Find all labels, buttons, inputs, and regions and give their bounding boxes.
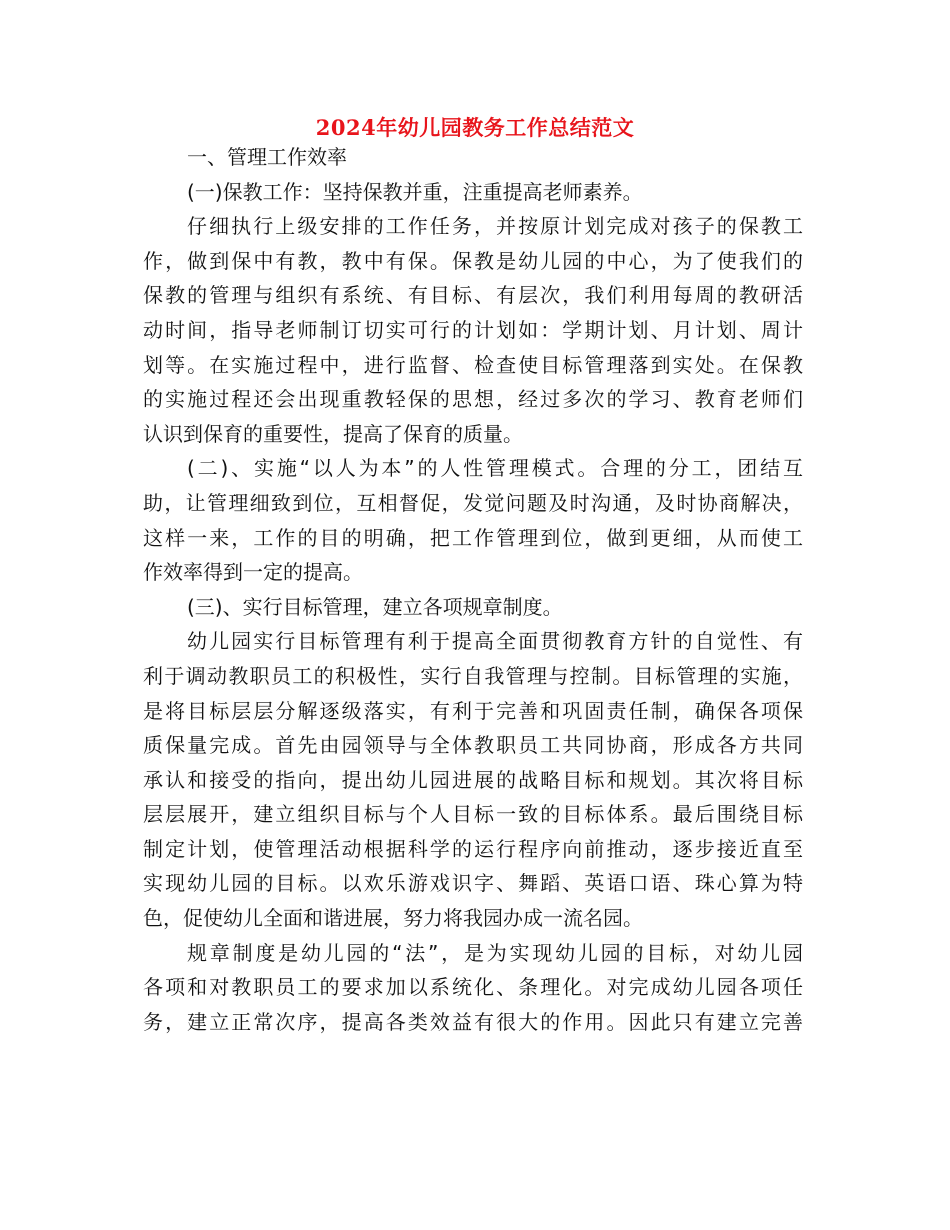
text-line: 承认和接受的指向，提出幼儿园进展的战略目标和规划。其次将目标 [143, 767, 803, 792]
text-line: 动时间，指导老师制订切实可行的计划如：学期计划、月计划、周计 [143, 317, 803, 342]
text-line: 作效率得到一定的提高。 [143, 560, 363, 585]
text-line: (一)保教工作：坚持保教并重，注重提高老师素养。 [187, 179, 643, 204]
text-line: 作，做到保中有教，教中有保。保教是幼儿园的中心，为了使我们的 [143, 248, 803, 273]
text-line: 幼儿园实行目标管理有利于提高全面贯彻教育方针的自觉性、有 [187, 629, 803, 654]
text-line: 规章制度是幼儿园的“法”，是为实现幼儿园的目标，对幼儿园 [187, 940, 803, 965]
text-line: 务，建立正常次序，提高各类效益有很大的作用。因此只有建立完善 [143, 1009, 803, 1034]
text-line: 这样一来，工作的目的明确，把工作管理到位，做到更细，从而使工 [143, 525, 803, 550]
text-line: 认识到保育的重要性，提高了保育的质量。 [143, 421, 523, 446]
text-line: 助，让管理细致到位，互相督促，发觉问题及时沟通，及时协商解决， [143, 490, 803, 515]
text-line: 仔细执行上级安排的工作任务，并按原计划完成对孩子的保教工 [187, 214, 803, 239]
text-line: 各项和对教职员工的要求加以系统化、条理化。对完成幼儿园各项任 [143, 975, 803, 1000]
text-line: 制定计划，使管理活动根据科学的运行程序向前推动，逐步接近直至 [143, 836, 803, 861]
text-line: 一、管理工作效率 [187, 145, 347, 169]
text-line: 实现幼儿园的目标。以欢乐游戏识字、舞蹈、英语口语、珠心算为特 [143, 871, 803, 896]
text-line: 层层展开，建立组织目标与个人目标一致的目标体系。最后围绕目标 [143, 802, 803, 827]
text-line: 是将目标层层分解逐级落实，有利于完善和巩固责任制，确保各项保 [143, 698, 803, 723]
text-line: 划等。在实施过程中，进行监督、检查使目标管理落到实处。在保教 [143, 352, 803, 377]
text-line: (二)、实施“以人为本”的人性管理模式。合理的分工，团结互 [187, 456, 803, 481]
text-line: 色，促使幼儿全面和谐进展，努力将我园办成一流名园。 [143, 906, 643, 931]
text-line: 保教的管理与组织有系统、有目标、有层次，我们利用每周的教研活 [143, 283, 803, 308]
text-line: 质保量完成。首先由园领导与全体教职员工共同协商，形成各方共同 [143, 733, 803, 758]
text-line: 利于调动教职员工的积极性，实行自我管理与控制。目标管理的实施， [143, 663, 803, 688]
text-line: 的实施过程还会出现重教轻保的思想，经过多次的学习、教育老师们 [143, 387, 803, 412]
document-body [143, 140, 803, 1039]
document-title: 2024年幼儿园教务工作总结范文 [315, 115, 635, 140]
text-line: (三)、实行目标管理，建立各项规章制度。 [187, 594, 563, 619]
